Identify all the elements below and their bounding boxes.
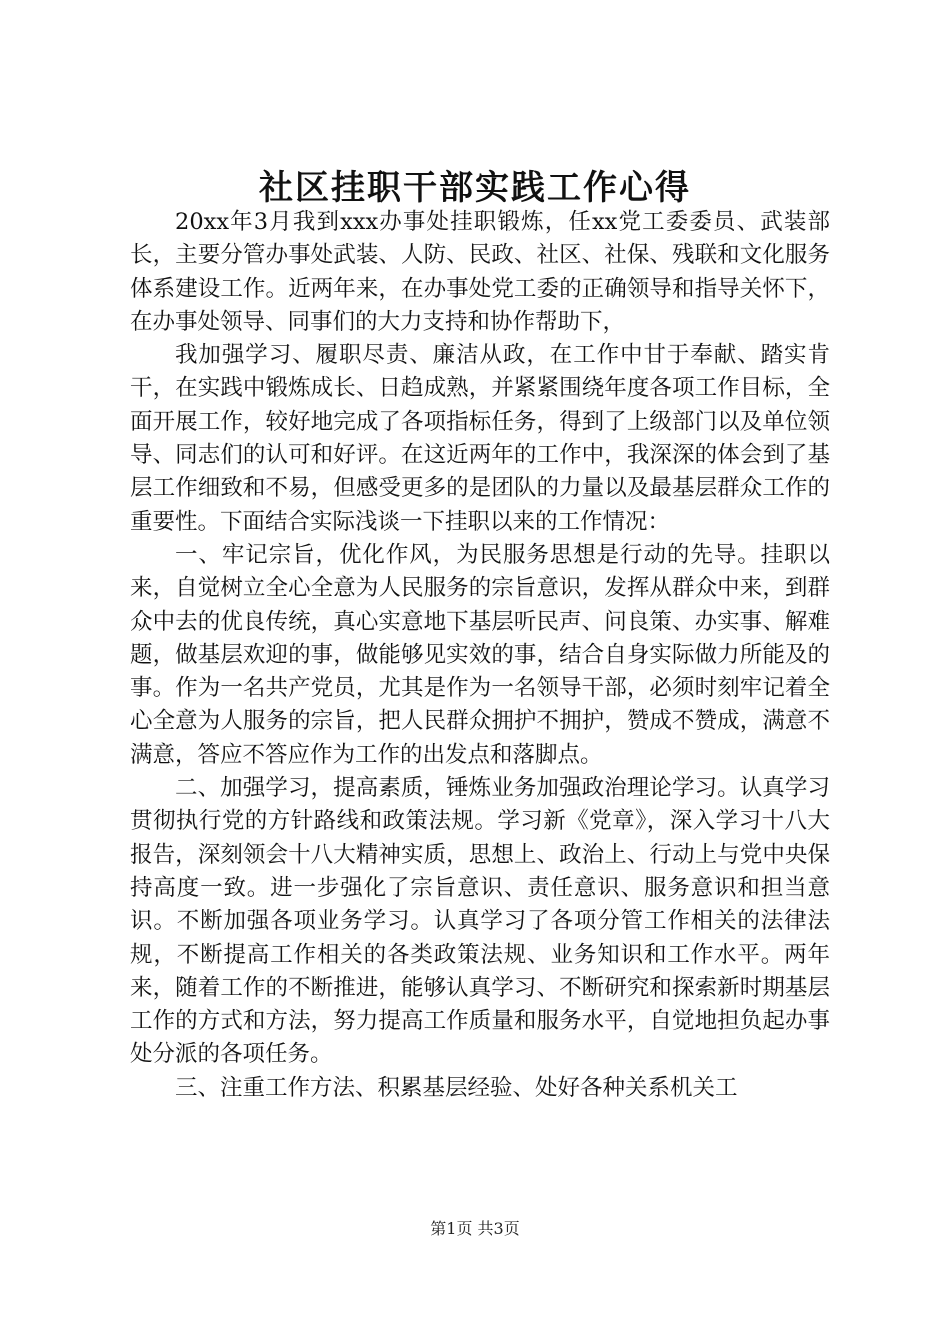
paragraph: 一、牢记宗旨，优化作风，为民服务思想是行动的先导。挂职以来，自觉树立全心全意为人民服务的宗旨意识，发挥从群众中来，到群众中去的优良传统，真心实意地下基层听民声、问良策、办实事、解难题，做基层欢迎的事，做能够见实效的事，结合自身实际做力所能及的事。作为一名共产党员，尤其是作为一名领导干部，必须时刻牢记着全心全意为人服务的宗旨，把人民群众拥护不拥护，赞成不赞成，满意不满意，答应不答应作为工作的出发点和落脚点。 xyxy=(130,541,830,768)
paragraph: 20xx年3月我到xxx办事处挂职锻炼，任xx党工委委员、武装部长，主要分管办事处武装、人防、民政、社区、社保、残联和文化服务体系建设工作。近两年来，在办事处党工委的正确领导和指导关怀下，在办事处领导、同事们的大力支持和协作帮助下， xyxy=(130,209,830,335)
paragraph: 二、加强学习，提高素质，锤炼业务加强政治理论学习。认真学习贯彻执行党的方针路线和政策法规。学习新《党章》，深入学习十八大报告，深刻领会十八大精神实质，思想上、政治上、行动上与党中央保持高度一致。进一步强化了宗旨意识、责任意识、服务意识和担当意识。不断加强各项业务学习。认真学习了各项分管工作相关的法律法规，不断提高工作相关的各类政策法规、业务知识和工作水平。两年来，随着工作的不断推进，能够认真学习、不断研究和探索新时期基层工作的方式和方法，努力提高工作质量和服务水平，自觉地担负起办事处分派的各项任务。 xyxy=(130,775,830,1068)
paragraph: 我加强学习、履职尽责、廉洁从政，在工作中甘于奉献、踏实肯干，在实践中锻炼成长、日趋成熟，并紧紧围绕年度各项工作目标，全面开展工作，较好地完成了各项指标任务，得到了上级部门以及单位领导、同志们的认可和好评。在这近两年的工作中，我深深的体会到了基层工作细致和不易，但感受更多的是团队的力量以及最基层群众工作的重要性。下面结合实际浅谈一下挂职以来的工作情况： xyxy=(130,342,830,535)
paragraph: 三、注重工作方法、积累基层经验、处好各种关系机关工 xyxy=(175,1074,738,1101)
document-title: 社区挂职干部实践工作心得 xyxy=(259,168,691,208)
document-body xyxy=(130,206,830,1105)
page-number-footer: 第1页 共3页 xyxy=(430,1219,520,1238)
